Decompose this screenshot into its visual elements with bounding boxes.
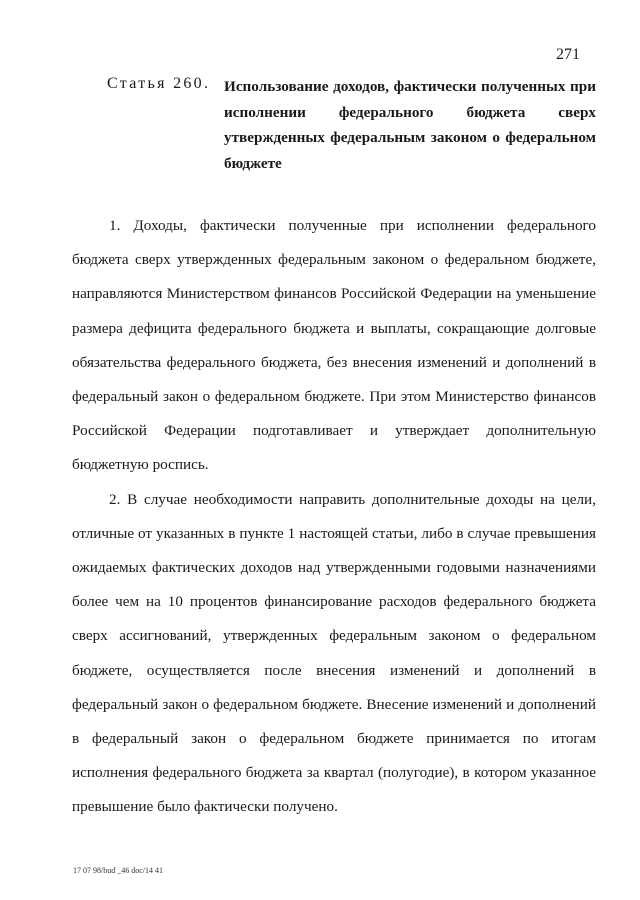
- page-number: 271: [556, 46, 580, 63]
- article-title: Использование доходов, фактически полученных при исполнении федерального бюджета сверх утвержденных федеральным законом о федеральном бюджете: [224, 78, 596, 172]
- paragraph-2: 2. В случае необходимости направить дополнительные доходы на цели, отличные от указанных в пункте 1 настоящей статьи, либо в случае превышения ожидаемых фактических доходов над утвержденными годовыми назначениями более чем на 10 процентов финансирование расходов федерального бюджета сверх ассигнований, утвержденных федеральным законом о федеральном бюджете, осуществляется после внесения изменений и дополнений в федеральный закон о федеральном бюджете. Внесение изменений и дополнений в федеральный закон о федеральном бюджете принимается по итогам исполнения федерального бюджета за квартал (полугодие), в котором указанное превышение было фактически получено.: [72, 490, 596, 816]
- document-footer: 17 07 98/bud _46 doc/14 41: [73, 866, 163, 875]
- paragraph-1: 1. Доходы, фактически полученные при исполнении федерального бюджета сверх утвержденных федеральным законом о федеральном бюджете, направляются Министерством финансов Российской Федерации на уменьшение размера дефицита федерального бюджета и выплаты, сокращающие долговые обязательства федерального бюджета, без внесения изменений и дополнений в федеральный закон о федеральном бюджете. При этом Министерство финансов Российской Федерации подготавливает и утверждает дополнительную бюджетную роспись.: [72, 217, 596, 474]
- article-label: Статья 260.: [107, 75, 211, 92]
- article-body: [72, 209, 596, 825]
